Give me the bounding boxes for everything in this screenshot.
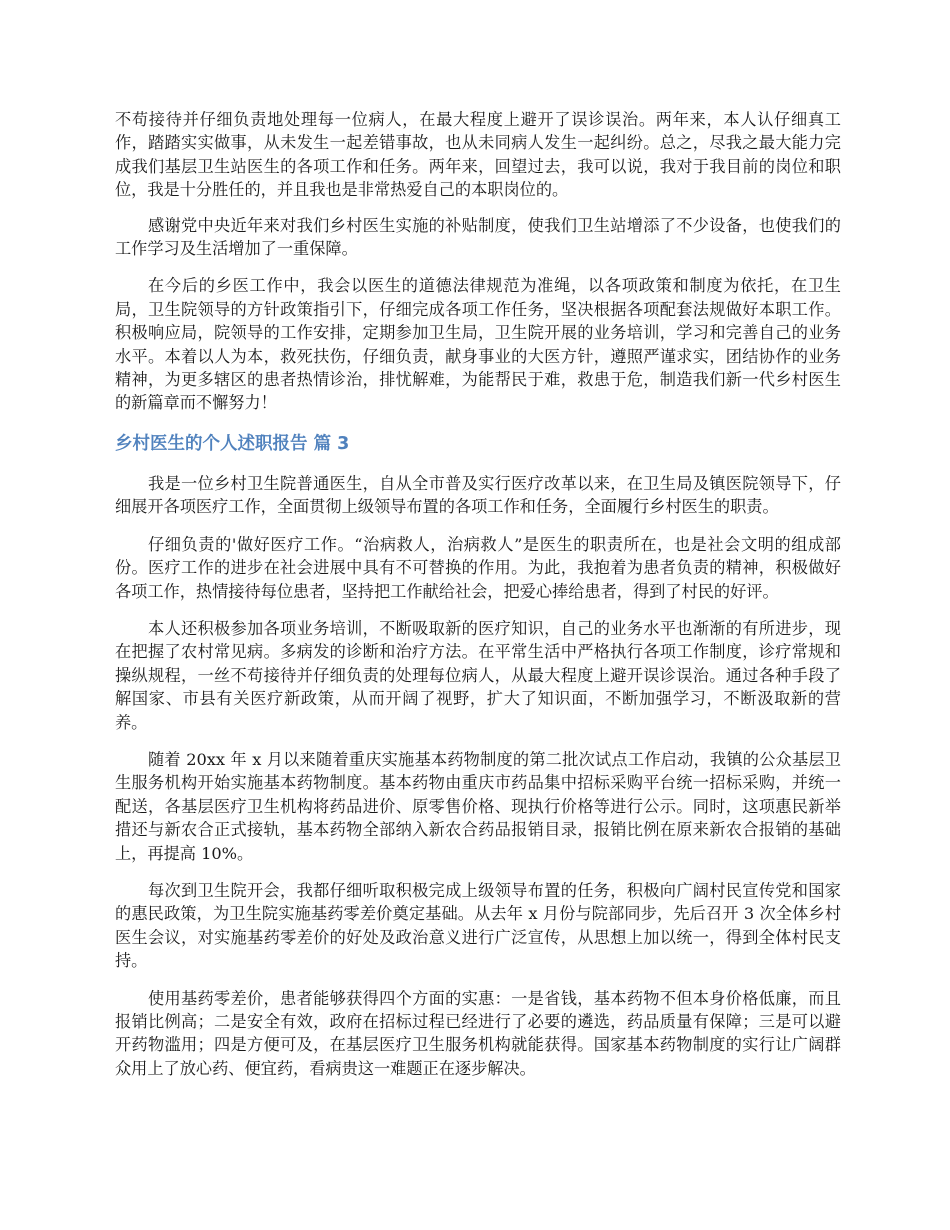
body-paragraph: 仔细负责的'做好医疗工作。“治病救人，治病救人”是医生的职责所在，也是社会文明的组成部份。医疗工作的进步在社会进展中具有不可替换的作用。为此，我抱着为患者负责的精神，积极做好各项工作，热情接待每位患者，坚持把工作献给社会，把爱心捧给患者，得到了村民的好评。: [115, 534, 841, 601]
body-paragraph: 本人还积极参加各项业务培训，不断吸取新的医疗知识，自己的业务水平也渐渐的有所进步，现在把握了农村常见病。多病发的诊断和治疗方法。在平常生活中严格执行各项工作制度，诊疗常规和操纵规程，一丝不苟接待并仔细负责的处理每位病人，从最大程度上避开误诊误治。通过各种手段了解国家、市县有关医疗新政策，从而开阔了视野，扩大了知识面，不断加强学习，不断汲取新的营养。: [115, 618, 841, 732]
body-paragraph: 每次到卫生院开会，我都仔细听取积极完成上级领导布置的任务，积极向广阔村民宣传党和国家的惠民政策，为卫生院实施基药零差价奠定基础。从去年 x 月份与院部同步，先后召开 3 次全体乡村医生会议，对实施基药零差价的好处及政治意义进行广泛宣传，从思想上加以统一，得到全体村民支持。: [115, 880, 841, 971]
body-paragraph: 在今后的乡医工作中，我会以医生的道德法律规范为准绳，以各项政策和制度为依托，在卫生局，卫生院领导的方针政策指引下，仔细完成各项工作任务，坚决根据各项配套法规做好本职工作。积极响应局，院领导的工作安排，定期参加卫生局，卫生院开展的业务培训，学习和完善自己的业务水平。本着以人为本，救死扶伤，仔细负责，献身事业的大医方针，遵照严谨求实，团结协作的业务精神，为更多辖区的患者热情诊治，排忧解难，为能帮民于难，救患于危，制造我们新一代乡村医生的新篇章而不懈努力！: [115, 276, 841, 413]
body-paragraph: 感谢党中央近年来对我们乡村医生实施的补贴制度，使我们卫生站增添了不少设备，也使我们的工作学习及生活增加了一重保障。: [115, 215, 841, 259]
document-page: [115, 108, 841, 1094]
section-heading: 乡村医生的个人述职报告 篇 3: [115, 433, 350, 454]
body-paragraph: 随着 20xx 年 x 月以来随着重庆实施基本药物制度的第二批次试点工作启动，我镇的公众基层卫生服务机构开始实施基本药物制度。基本药物由重庆市药品集中招标采购平台统一招标采购，并统一配送，各基层医疗卫生机构将药品进价、原零售价格、现执行价格等进行公示。同时，这项惠民新举措还与新农合正式接轨，基本药物全部纳入新农合药品报销目录，报销比例在原来新农合报销的基础上，再提高 10%。: [115, 749, 841, 863]
body-paragraph: 使用基药零差价，患者能够获得四个方面的实惠：一是省钱，基本药物不但本身价格低廉，而且报销比例高；二是安全有效，政府在招标过程已经进行了必要的遴选，药品质量有保障；三是可以避开药物滥用；四是方便可及，在基层医疗卫生服务机构就能获得。国家基本药物制度的实行让广阔群众用上了放心药、便宜药，看病贵这一难题正在逐步解决。: [115, 988, 841, 1078]
body-paragraph: 不苟接待并仔细负责地处理每一位病人，在最大程度上避开了误诊误治。两年来，本人认仔细真工作，踏踏实实做事，从未发生一起差错事故，也从未同病人发生一起纠纷。总之，尽我之最大能力完成我们基层卫生站医生的各项工作和任务。两年来，回望过去，我可以说，我对于我目前的岗位和职位，我是十分胜任的，并且我也是非常热爱自己的本职岗位的。: [115, 110, 841, 200]
body-paragraph: 我是一位乡村卫生院普通医生，自从全市普及实行医疗改革以来，在卫生局及镇医院领导下，仔细展开各项医疗工作，全面贯彻上级领导布置的各项工作和任务，全面履行乡村医生的职责。: [115, 473, 841, 517]
